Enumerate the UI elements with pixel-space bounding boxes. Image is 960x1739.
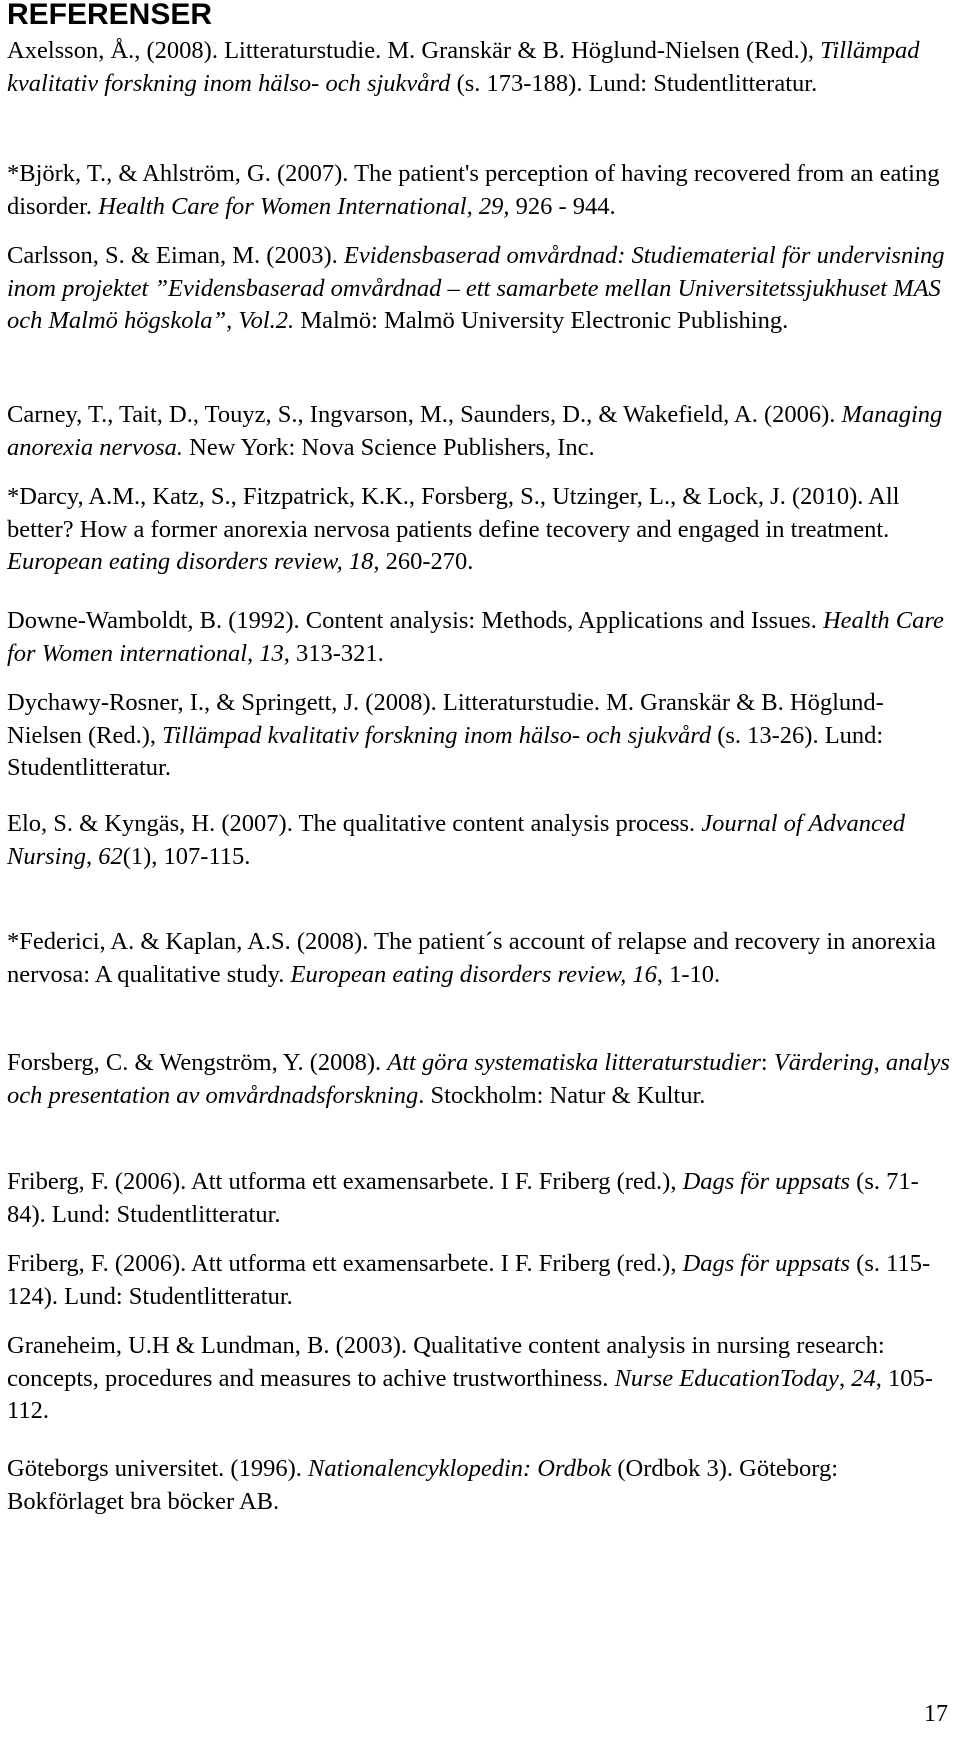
reference-italic-text: Journal of Advanced Nursing <box>7 810 905 870</box>
reference-italic-text: Dags för uppsats <box>682 1168 851 1195</box>
reference-italic-text: Värdering <box>773 1049 874 1076</box>
reference-text: New York: Nova Science Publishers, Inc. <box>183 433 595 461</box>
page-heading: REFERENSER <box>7 0 213 31</box>
reference-text: *Darcy, A.M., Katz, S., Fitzpatrick, K.K., Forsberg, S., Utzinger, L., & Lock, J. (2010). All better? How a former anorexia nervosa patients define tecovery and engaged in treatment. <box>7 483 900 543</box>
reference-text: Carlsson, S. & Eiman, M. (2003). <box>7 242 344 269</box>
reference-text: 313-321. <box>289 639 384 667</box>
reference-text: (s. 115-124). Lund: Studentlitteratur. <box>7 1250 931 1310</box>
reference-italic-text: 24 <box>851 1364 876 1392</box>
reference-entry <box>7 1047 955 1112</box>
reference-italic-text: Managing anorexia nervosa. <box>7 401 943 461</box>
reference-entry <box>7 605 955 670</box>
reference-text: . Stockholm: Natur & Kultur. <box>418 1081 706 1109</box>
reference-entry <box>7 1166 955 1231</box>
reference-text: *Federici, A. & Kaplan, A.S. (2008). The patient´s account of relapse and recovery in anorexia nervosa: A qualitative study. <box>7 928 936 988</box>
reference-text: Carney, T., Tait, D., Touyz, S., Ingvarson, M., Saunders, D., & Wakefield, A. (2006). <box>7 401 842 428</box>
reference-italic-text: 62 <box>98 842 123 870</box>
reference-italic-text: European eating disorders review, 16 <box>290 960 657 988</box>
reference-italic-text: analys och presentation av omvårdnadsforskning <box>7 1049 950 1109</box>
reference-text: Elo, S. & Kyngäs, H. (2007). The qualitative content analysis process. <box>7 810 702 837</box>
reference-text: Friberg, F. (2006). Att utforma ett examensarbete. I F. Friberg (red.), <box>7 1250 683 1277</box>
reference-text: (1), 107-115. <box>122 842 251 870</box>
reference-italic-text: Evidensbaserad omvårdnad: Studiematerial för undervisning inom projektet ”Evidensbaserad omvårdnad – ett samarbete mellan Universitetssjukhuset MAS och Malmö högskola”, Vol.2. <box>7 242 945 334</box>
reference-text: (s. 71-84). Lund: Studentlitteratur. <box>7 1168 919 1228</box>
reference-entry <box>7 1248 955 1313</box>
reference-text: , 1-10. <box>656 960 721 988</box>
reference-text: Göteborgs universitet. (1996). <box>7 1455 308 1482</box>
reference-italic-text: Tillämpad kvalitativ forskning inom hälso- och sjukvård <box>162 721 712 749</box>
reference-text: Friberg, F. (2006). Att utforma ett examensarbete. I F. Friberg (red.), <box>7 1168 683 1195</box>
reference-text: (Ordbok 3). Göteborg: Bokförlaget bra böcker AB. <box>7 1455 839 1515</box>
reference-entry <box>7 240 955 338</box>
reference-text: Graneheim, U.H & Lundman, B. (2003). Qualitative content analysis in nursing research: concepts, procedures and measures to achive trustworthiness. <box>7 1332 885 1392</box>
reference-text: , <box>838 1364 852 1392</box>
reference-entry <box>7 808 955 873</box>
reference-text: , <box>85 842 99 870</box>
reference-text: Malmö: Malmö University Electronic Publishing. <box>294 307 789 334</box>
reference-italic-text: Tillämpad kvalitativ forskning inom hälso- och sjukvård <box>7 37 920 97</box>
reference-entry <box>7 158 955 223</box>
reference-text: (s. 173-188). Lund: Studentlitteratur. <box>450 69 818 97</box>
reference-entry <box>7 687 955 785</box>
reference-text: Downe-Wamboldt, B. (1992). Content analysis: Methods, Applications and Issues. <box>7 607 823 634</box>
reference-text: , <box>873 1049 886 1076</box>
reference-entry <box>7 481 955 579</box>
reference-entry <box>7 1330 955 1428</box>
reference-entry <box>7 399 955 464</box>
reference-entry <box>7 35 955 100</box>
reference-text: : <box>760 1049 774 1076</box>
reference-text: 926 - 944. <box>509 192 616 220</box>
reference-text: (s. 13-26). Lund: Studentlitteratur. <box>7 721 884 781</box>
reference-italic-text: European eating disorders review, 18, <box>7 548 380 575</box>
page-number: 17 <box>924 1701 948 1727</box>
reference-text: Forsberg, C. & Wengström, Y. (2008). <box>7 1049 388 1076</box>
reference-text: *Björk, T., & Ahlström, G. (2007). The patient's perception of having recovered from an eating disorder. <box>7 160 940 220</box>
reference-text: 260-270. <box>379 548 474 575</box>
reference-italic-text: Att göra systematiska litteraturstudier <box>387 1049 761 1076</box>
reference-italic-text: Health Care for Women international, 13, <box>7 607 944 667</box>
reference-italic-text: Dags för uppsats <box>682 1250 851 1277</box>
reference-text: Axelsson, Å., (2008). Litteraturstudie. M. Granskär & B. Höglund-Nielsen (Red.), <box>7 37 821 64</box>
reference-entry <box>7 926 955 991</box>
reference-entry <box>7 1453 955 1518</box>
reference-text: Dychawy-Rosner, I., & Springett, J. (2008). Litteraturstudie. M. Granskär & B. Höglund-Nielsen (Red.), <box>7 689 884 749</box>
reference-italic-text: Nationalencyklopedin: Ordbok <box>308 1455 612 1482</box>
reference-italic-text: Health Care for Women International, 29, <box>98 192 510 220</box>
reference-italic-text: Nurse EducationToday <box>614 1364 839 1392</box>
reference-text: , 105-112. <box>7 1364 933 1424</box>
